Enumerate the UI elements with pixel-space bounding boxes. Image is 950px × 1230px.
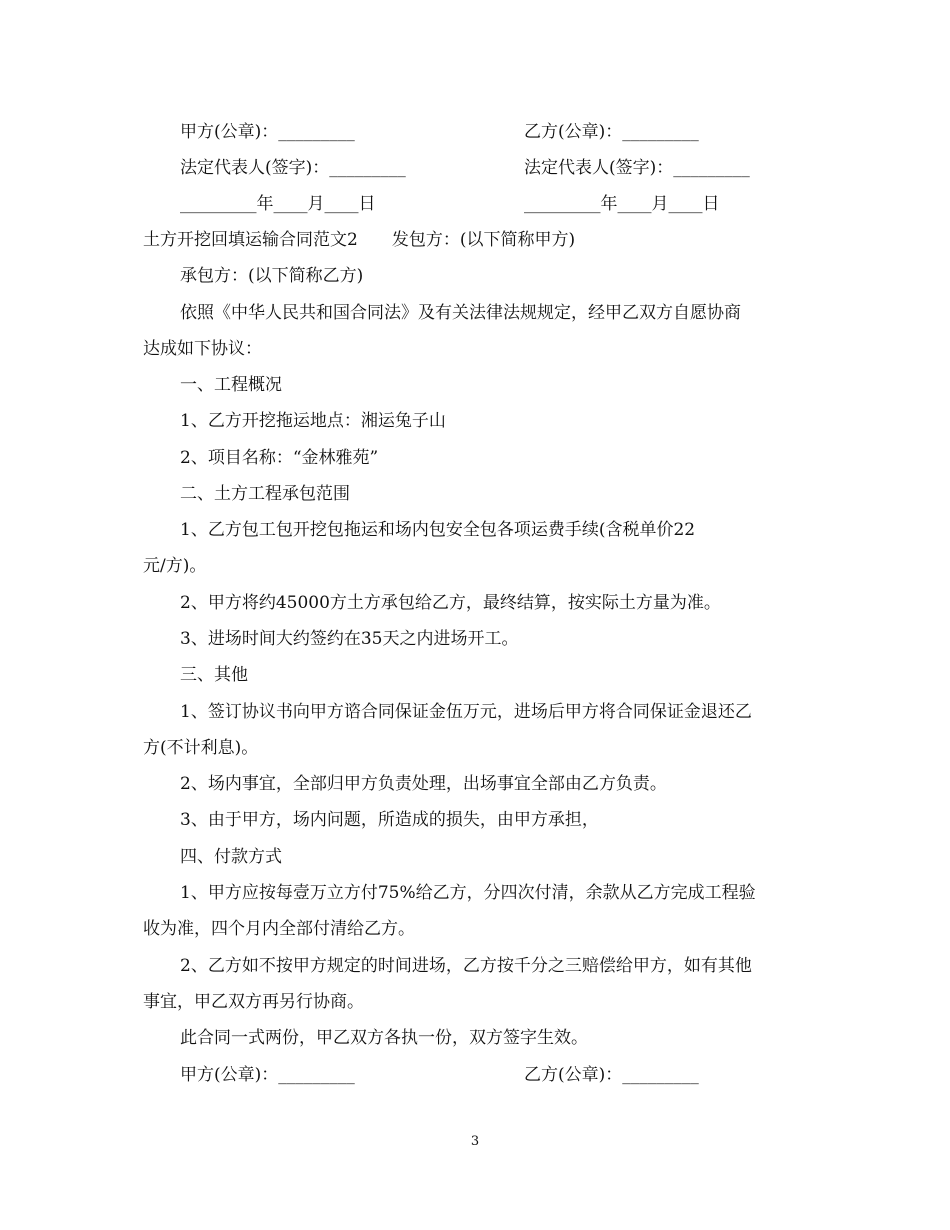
section-4-title: 四、付款方式 xyxy=(180,847,282,867)
intro-line-1: 依照《中华人民共和国合同法》及有关法律法规规定，经甲乙双方自愿协商 xyxy=(180,303,741,323)
section-3-item-1b: 方(不计利息)。 xyxy=(143,738,259,758)
document-title: 土方开挖回填运输合同范文2 xyxy=(143,230,358,250)
party-b-rep-top: 法定代表人(签字)：_________ xyxy=(524,158,750,178)
section-4-item-1a: 1、甲方应按每壹万立方付75%给乙方，分四次付清，余款从乙方完成工程验 xyxy=(180,883,756,903)
section-2-item-2: 2、甲方将约45000方土方承包给乙方，最终结算，按实际土方量为准。 xyxy=(180,593,721,613)
section-3-item-3: 3、由于甲方，场内问题，所造成的损失，由甲方承担， xyxy=(180,810,599,830)
party-a-date-top: _________年____月____日 xyxy=(180,194,376,214)
section-2-item-1b: 元/方)。 xyxy=(143,556,207,576)
party-b-seal-top: 乙方(公章)：_________ xyxy=(524,122,699,142)
party-a-seal-bottom: 甲方(公章)：_________ xyxy=(180,1065,355,1085)
client-label: 发包方：(以下简称甲方) xyxy=(391,230,576,250)
party-a-rep-top: 法定代表人(签字)：_________ xyxy=(180,158,406,178)
section-2-title: 二、土方工程承包范围 xyxy=(180,484,350,504)
section-2-item-3: 3、进场时间大约签约在35天之内进场开工。 xyxy=(180,629,519,649)
section-2-item-1a: 1、乙方包工包开挖包拖运和场内包安全包各项运费手续(含税单价22 xyxy=(180,520,696,540)
heading-line xyxy=(143,228,575,252)
closing-clause: 此合同一式两份，甲乙双方各执一份，双方签字生效。 xyxy=(180,1028,588,1048)
party-a-seal-top: 甲方(公章)：_________ xyxy=(180,122,355,142)
section-1-item-1: 1、乙方开挖拖运地点：湘运兔子山 xyxy=(180,411,446,431)
section-3-item-2: 2、场内事宜，全部归甲方负责处理，出场事宜全部由乙方负责。 xyxy=(180,774,667,794)
section-4-item-1b: 收为准，四个月内全部付清给乙方。 xyxy=(143,919,415,939)
section-1-title: 一、工程概况 xyxy=(180,375,282,395)
intro-line-2: 达成如下协议： xyxy=(143,339,262,359)
section-1-item-2: 2、项目名称：“金林雅苑” xyxy=(180,448,379,468)
page-number: 3 xyxy=(470,1134,480,1149)
section-3-item-1a: 1、签订协议书向甲方谘合同保证金伍万元，进场后甲方将合同保证金退还乙 xyxy=(180,702,752,722)
contractor-label: 承包方：(以下简称乙方) xyxy=(180,266,364,286)
party-b-date-top: _________年____月____日 xyxy=(524,194,720,214)
party-b-seal-bottom: 乙方(公章)：_________ xyxy=(524,1065,699,1085)
section-4-item-2b: 事宜，甲乙双方再另行协商。 xyxy=(143,992,364,1012)
section-4-item-2a: 2、乙方如不按甲方规定的时间进场，乙方按千分之三赔偿给甲方，如有其他 xyxy=(180,956,752,976)
section-3-title: 三、其他 xyxy=(180,665,248,685)
